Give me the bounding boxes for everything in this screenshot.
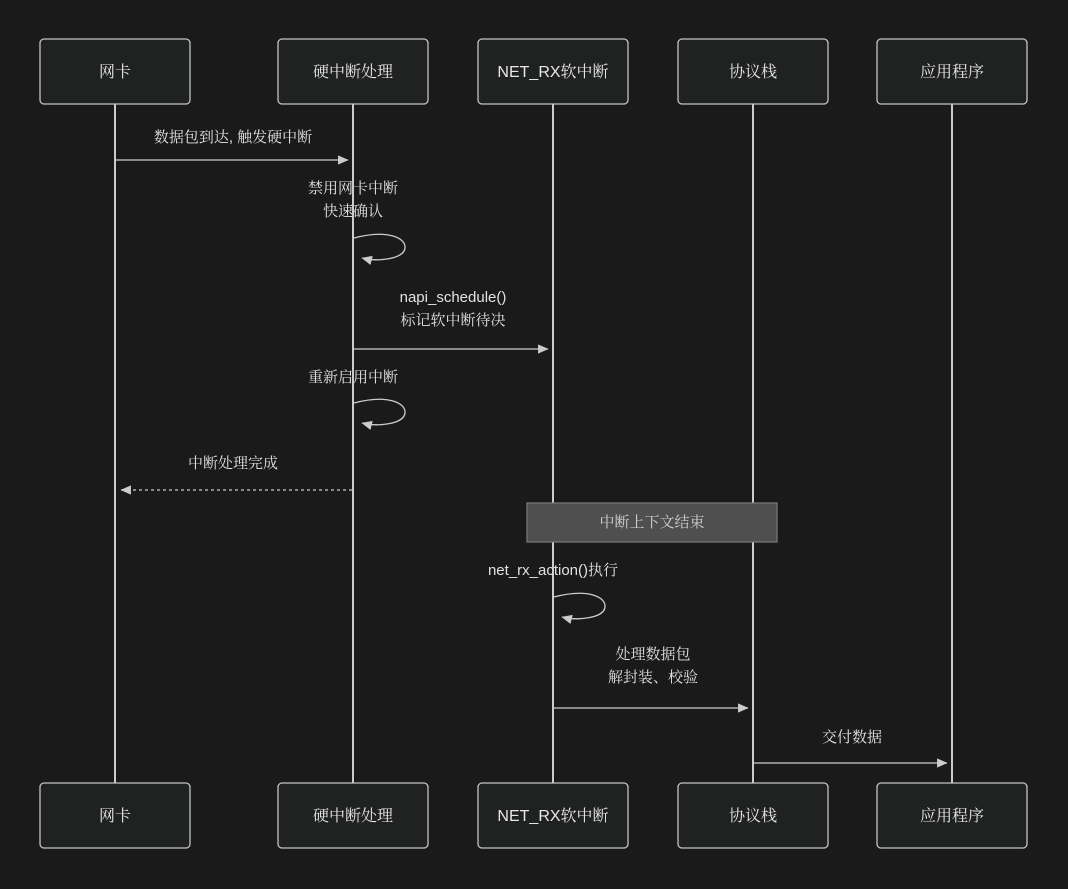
message-label-irq-done: 中断处理完成 xyxy=(187,455,279,472)
note-interrupt-context-end xyxy=(527,503,777,542)
actor-bottom-nic xyxy=(40,783,190,848)
actor-label-app: 应用程序 xyxy=(919,64,985,81)
actor-top-hardirq xyxy=(278,39,428,104)
actor-bottom-netrx xyxy=(478,783,628,848)
actor-label-nic-bottom: 网卡 xyxy=(98,808,132,825)
actor-label-nic: 网卡 xyxy=(98,64,132,81)
actor-label-hardirq: 硬中断处理 xyxy=(312,64,394,81)
self-loop-disable-irq xyxy=(354,234,405,259)
self-loop-net-rx-action xyxy=(554,593,605,618)
actor-label-hardirq-bottom: 硬中断处理 xyxy=(312,808,394,825)
message-label-napi-schedule-line2: 标记软中断待决 xyxy=(400,312,506,329)
message-label-deliver-data: 交付数据 xyxy=(821,729,883,746)
message-label-process-packet-line2: 解封装、校验 xyxy=(607,669,699,686)
actor-top-netrx xyxy=(478,39,628,104)
actor-top-app xyxy=(877,39,1027,104)
message-label-disable-irq-line1: 禁用网卡中断 xyxy=(307,180,399,197)
actor-top-nic xyxy=(40,39,190,104)
actor-bottom-app xyxy=(877,783,1027,848)
message-label-reenable-irq: 重新启用中断 xyxy=(307,369,399,386)
actor-bottom-hardirq xyxy=(278,783,428,848)
actor-label-netrx: NET_RX软中断 xyxy=(497,64,609,81)
message-label-process-packet-line1: 处理数据包 xyxy=(615,646,691,663)
message-label-napi-schedule-line1: napi_schedule() xyxy=(399,289,507,306)
actor-label-netrx-bottom: NET_RX软中断 xyxy=(497,808,609,825)
note-label: 中断上下文结束 xyxy=(599,514,705,531)
message-label-packet-arrival: 数据包到达, 触发硬中断 xyxy=(153,129,313,146)
message-label-disable-irq-line2: 快速确认 xyxy=(322,203,384,220)
actor-bottom-stack xyxy=(678,783,828,848)
actor-label-stack: 协议栈 xyxy=(728,64,778,81)
actor-label-stack-bottom: 协议栈 xyxy=(728,808,778,825)
actor-top-stack xyxy=(678,39,828,104)
self-loop-reenable-irq xyxy=(354,399,405,424)
actor-label-app-bottom: 应用程序 xyxy=(919,808,985,825)
message-label-net-rx-action: net_rx_action()执行 xyxy=(487,562,619,579)
